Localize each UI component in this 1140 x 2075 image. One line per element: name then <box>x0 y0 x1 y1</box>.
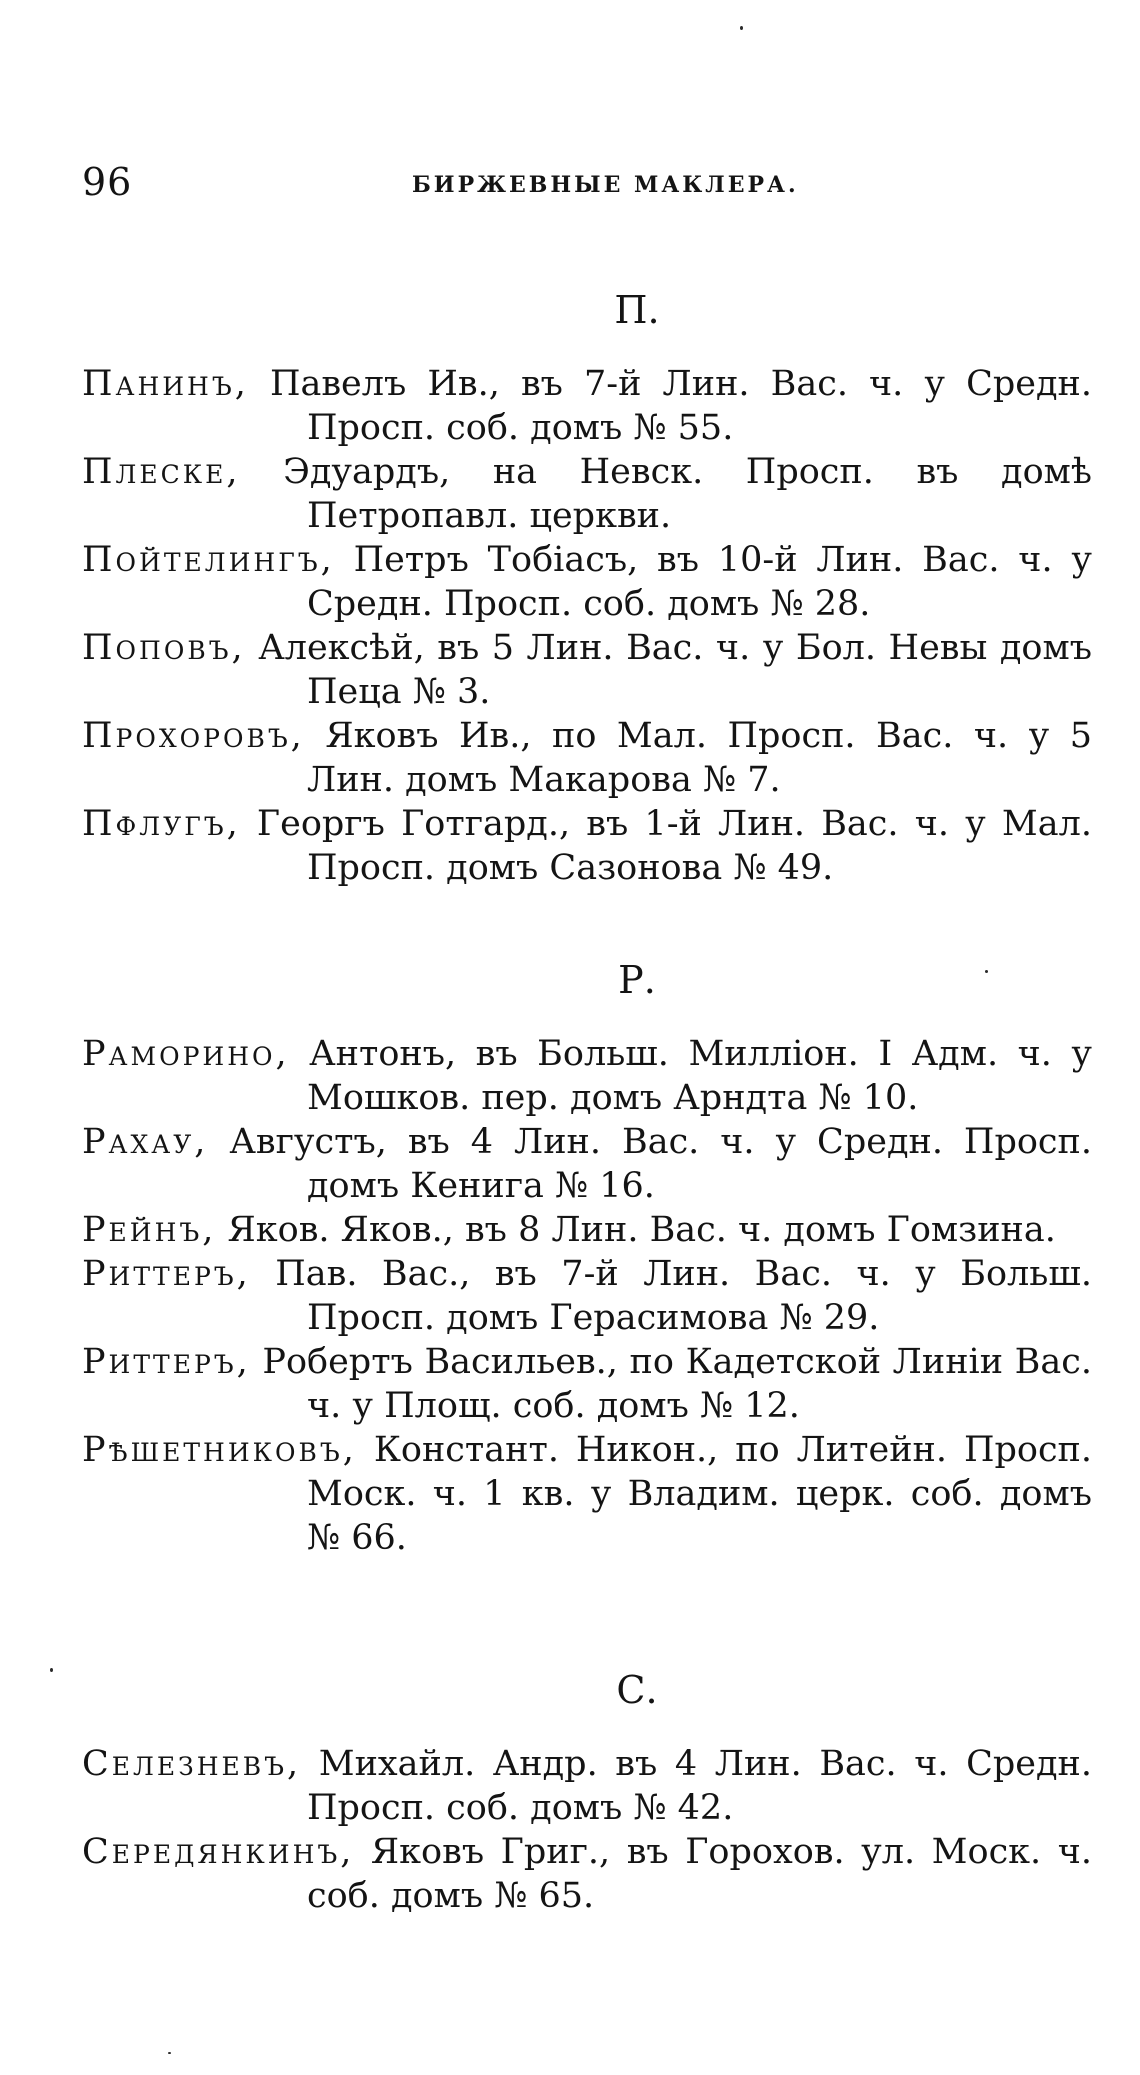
entry-surname: Прохоровъ, <box>82 716 305 756</box>
entry-text: Антонъ, въ Больш. Милліон. I Адм. ч. у Мошков. пер. домъ Арндта № 10. <box>289 1034 1092 1118</box>
list-item <box>82 1428 1092 1560</box>
page-header <box>82 160 1080 206</box>
entry-surname: Середянкинъ, <box>82 1832 355 1872</box>
section-letter: Р. <box>618 958 656 1002</box>
page-number: 96 <box>82 160 133 204</box>
list-item <box>82 362 1092 450</box>
entry-text: Робертъ Васильев., по Кадетской Линіи Вас. ч. у Площ. соб. домъ № 12. <box>250 1342 1092 1426</box>
print-speck <box>50 1668 53 1672</box>
list-item <box>82 714 1092 802</box>
entry-text: Павелъ Ив., въ 7-й Лин. Вас. ч. у Средн. Просп. соб. домъ № 55. <box>248 364 1092 448</box>
list-item <box>82 1208 1092 1252</box>
list-item <box>82 1032 1092 1120</box>
list-item <box>82 1120 1092 1208</box>
running-title: БИРЖЕВНЫЕ МАКЛЕРА. <box>412 172 799 198</box>
list-item <box>82 1340 1092 1428</box>
entry-text: Августъ, въ 4 Лин. Вас. ч. у Средн. Просп. домъ Кенига № 16. <box>208 1122 1092 1206</box>
section-r <box>82 950 1092 1560</box>
entry-surname: Рахау, <box>82 1122 209 1162</box>
entry-text: Яковъ Ив., по Мал. Просп. Вас. ч. у 5 Лин. домъ Макарова № 7. <box>304 716 1092 800</box>
entry-surname: Плеске, <box>82 452 241 492</box>
print-speck <box>985 970 988 973</box>
entry-text: Петръ Тобіасъ, въ 10-й Лин. Вас. ч. у Средн. Просп. соб. домъ № 28. <box>307 540 1092 624</box>
entry-surname: Поповъ, <box>82 628 246 668</box>
entry-surname: Рейнъ, <box>82 1210 217 1250</box>
print-speck <box>168 2052 171 2054</box>
entry-surname: Селезневъ, <box>82 1744 302 1784</box>
entry-text: Эдуардъ, на Невск. Просп. въ домѣ Петропавл. церкви. <box>240 452 1092 536</box>
entry-surname: Риттеръ, <box>82 1254 251 1294</box>
entry-surname: Раморино, <box>82 1034 290 1074</box>
section-letter: С. <box>616 1668 658 1712</box>
entry-surname: Пфлугъ, <box>82 804 241 844</box>
entry-text: Пав. Вас., въ 7-й Лин. Вас. ч. у Больш. Просп. домъ Герасимова № 29. <box>250 1254 1092 1338</box>
section-p <box>82 280 1092 890</box>
entry-text: Георгъ Готгард., въ 1-й Лин. Вас. ч. у Мал. Просп. домъ Сазонова № 49. <box>240 804 1092 888</box>
list-item <box>82 538 1092 626</box>
list-item <box>82 1742 1092 1830</box>
entry-surname: Рѣшетниковъ, <box>82 1430 357 1470</box>
entry-surname: Пойтелингъ, <box>82 540 335 580</box>
entry-text: Яковъ Григ., въ Горохов. ул. Моск. ч. соб. домъ № 65. <box>307 1832 1092 1916</box>
entry-text: Михайл. Андр. въ 4 Лин. Вас. ч. Средн. Просп. соб. домъ № 42. <box>301 1744 1092 1828</box>
section-s <box>82 1660 1092 1918</box>
entry-text: Яков. Яков., въ 8 Лин. Вас. ч. домъ Гомзина. <box>216 1210 1056 1250</box>
section-letter: П. <box>614 288 660 332</box>
list-item <box>82 450 1092 538</box>
print-speck <box>740 26 743 30</box>
list-item <box>82 1252 1092 1340</box>
entry-surname: Риттеръ, <box>82 1342 251 1382</box>
entry-surname: Панинъ, <box>82 364 249 404</box>
list-item <box>82 626 1092 714</box>
list-item <box>82 802 1092 890</box>
entry-text: Констант. Никон., по Литейн. Просп. Моск. ч. 1 кв. у Владим. церк. соб. домъ № 66. <box>307 1430 1092 1558</box>
list-item <box>82 1830 1092 1918</box>
entry-text: Алексѣй, въ 5 Лин. Вас. ч. у Бол. Невы домъ Пеца № 3. <box>245 628 1092 712</box>
